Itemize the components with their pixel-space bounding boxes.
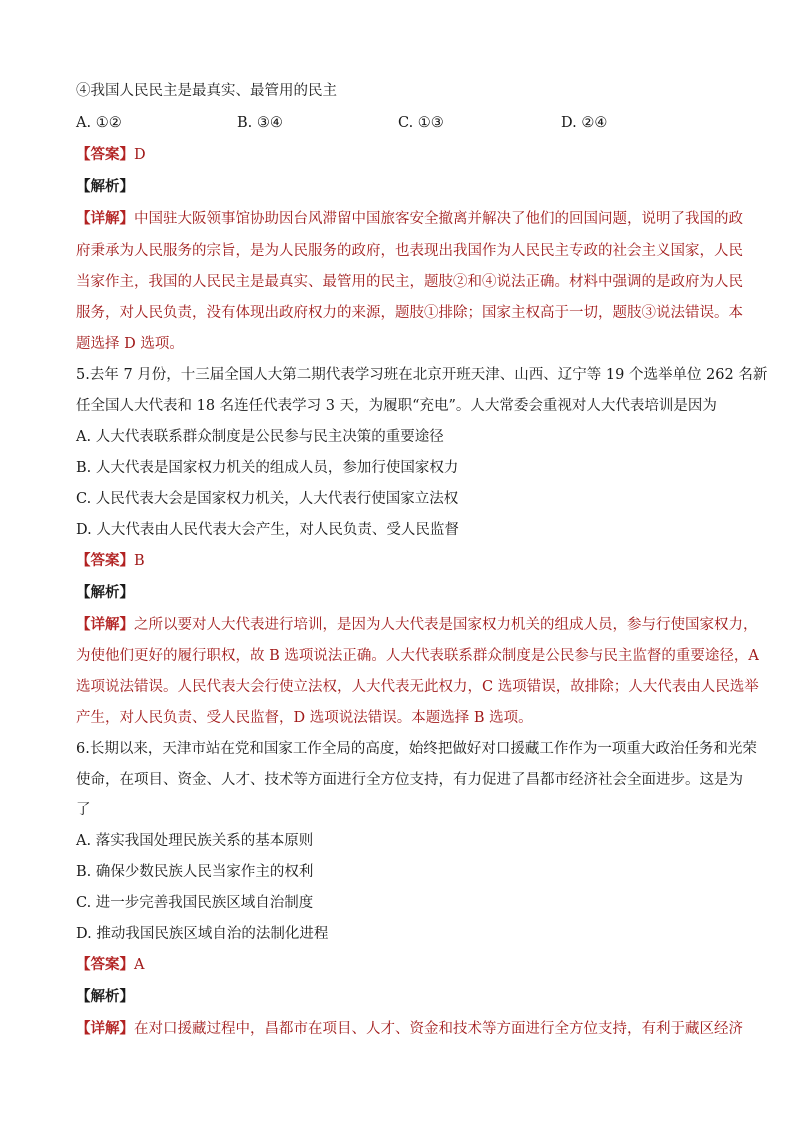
q5-stem-line: 5.去年 7 月份，十三届全国人大第二期代表学习班在北京开班天津、山西、辽宁等 19 个选举单位 262 名新 [76,367,768,383]
q6-stem-line: 使命，在项目、资金、人才、技术等方面进行全方位支持，有力促进了昌都市经济社会全面进步。这是为 [76,772,743,788]
q4-detail-line: 服务，对人民负责，没有体现出政府权力的来源，题肢①排除；国家主权高于一切，题肢③说法错误。本 [76,305,743,321]
q6-analysis-heading: 【解析】 [76,988,134,1005]
answer-tag: 【答案】 [76,956,134,973]
q4-detail-line: 府秉承为人民服务的宗旨，是为人民服务的政府，也表现出我国作为人民民主专政的社会主义国家，人民 [76,243,743,259]
q4-item-4: ④我国人民民主是最真实、最管用的民主 [76,83,337,99]
q6-option-c: C. 进一步完善我国民族区域自治制度 [76,895,314,911]
q5-detail-line: 选项说法错误。人民代表大会行使立法权，人大代表无此权力，C 选项错误，故排除；人大代表由人民选举 [76,679,759,695]
q6-stem-line: 6.长期以来，天津市站在党和国家工作全局的高度，始终把做好对口援藏工作作为一项重大政治任务和光荣 [76,741,757,757]
q4-option-a: A. ①② [76,115,122,131]
q4-answer [76,144,146,166]
q5-analysis-heading: 【解析】 [76,584,134,601]
q4-option-c: C. ①③ [398,115,444,131]
q5-option-a: A. 人大代表联系群众制度是公民参与民主决策的重要途径 [76,429,444,445]
q6-detail-line: 【详解】在对口援藏过程中，昌都市在项目、人才、资金和技术等方面进行全方位支持，有利于藏区经济 [76,1020,743,1037]
answer-value: B [134,553,145,569]
q5-detail-line: 产生，对人民负责、受人民监督，D 选项说法错误。本题选择 B 选项。 [76,710,533,726]
q4-analysis-heading: 【解析】 [76,178,134,195]
q4-option-d: D. ②④ [561,115,608,131]
q6-stem-line: 了 [76,802,91,818]
q4-detail-line: 【详解】中国驻大阪领事馆协助因台风滞留中国旅客安全撤离并解决了他们的回国问题，说明了我国的政 [76,210,743,227]
q6-option-b: B. 确保少数民族人民当家作主的权利 [76,864,314,880]
q4-detail-line: 题选择 D 选项。 [76,336,184,352]
q5-option-c: C. 人民代表大会是国家权力机关，人大代表行使国家立法权 [76,491,459,507]
q4-detail-line: 当家作主，我国的人民民主是最真实、最管用的民主，题肢②和④说法正确。材料中强调的是政府为人民 [76,274,743,290]
q5-detail-line: 为使他们更好的履行职权，故 B 选项说法正确。人大代表联系群众制度是公民参与民主监督的重要途径，A [76,648,759,664]
detail-tag: 【详解】 [76,616,134,633]
q5-stem-line: 任全国人大代表和 18 名连任代表学习 3 天，为履职“充电”。人大常委会重视对人大代表培训是因为 [76,398,717,414]
q6-option-d: D. 推动我国民族区域自治的法制化进程 [76,926,329,942]
q5-detail-line: 【详解】之所以要对人大代表进行培训，是因为人大代表是国家权力机关的组成人员，参与行使国家权力， [76,616,758,633]
q5-option-b: B. 人大代表是国家权力机关的组成人员，参加行使国家权力 [76,460,459,476]
q6-answer [76,954,144,976]
q5-option-d: D. 人大代表由人民代表大会产生，对人民负责、受人民监督 [76,522,459,538]
detail-tag: 【详解】 [76,1020,134,1037]
answer-tag: 【答案】 [76,146,134,163]
q5-answer [76,550,145,572]
q4-option-b: B. ③④ [237,115,283,131]
answer-tag: 【答案】 [76,552,134,569]
q6-option-a: A. 落实我国处理民族关系的基本原则 [76,833,314,849]
detail-tag: 【详解】 [76,210,134,227]
answer-value: A [134,957,145,973]
answer-value: D [134,147,146,163]
